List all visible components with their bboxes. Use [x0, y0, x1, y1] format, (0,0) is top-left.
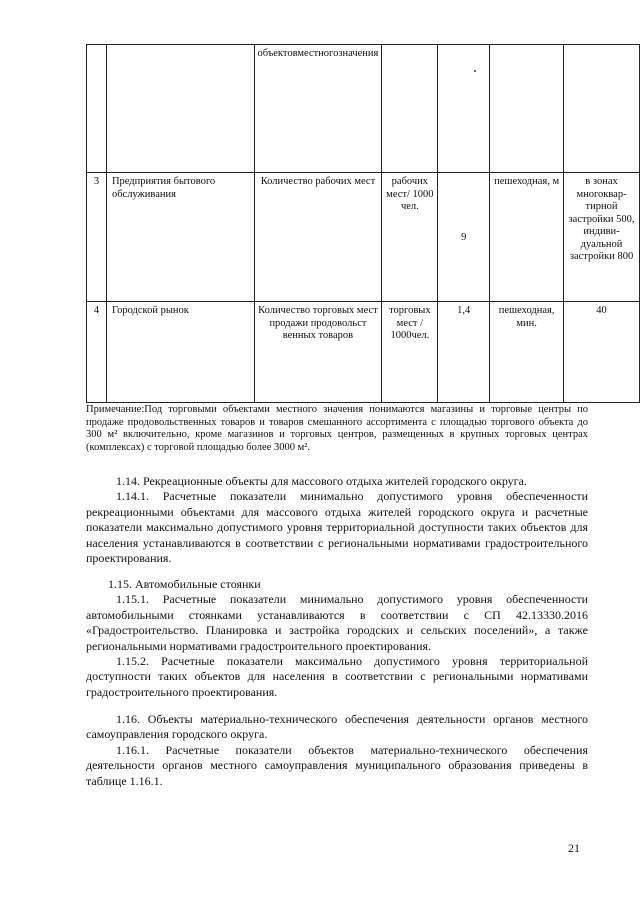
paragraph: 1.15.2. Расчетные показатели максимально допустимого уровня территориальной доступности таких объектов для населения в соответствии с региональными нормативами градостроительного проектирования.: [86, 654, 588, 699]
section-1-16: [86, 712, 588, 789]
paragraph: 1.15.1. Расчетные показатели минимально допустимого уровня обеспеченности автомобильными стоянками устанавливаются в соответствии с СП 42.13330.2016 «Градостроительство. Планировка и застройка городских и сельских поселений», а также региональными нормативами градостроительного проектирования.: [86, 592, 588, 653]
indicator-name: Количество торговых мест продажи продовольст венных товаров: [254, 302, 382, 403]
access-type: пешеходная, мин.: [490, 302, 564, 403]
table-cell: [438, 45, 490, 173]
standards-table: [86, 44, 640, 403]
table-cell: [87, 45, 107, 173]
page-number: 21: [568, 841, 580, 855]
paragraph: 1.14.1. Расчетные показатели минимально допустимого уровня обеспеченности рекреационными объектами для массового отдыха жителей городского округа и расчетные показатели максимально допустимого уровня территориальной доступности таких объектов для населения устанавливаются в соответствии с региональными нормативами градостроительного проектирования.: [86, 489, 588, 566]
table-cell: [490, 45, 564, 173]
table-row: [87, 45, 640, 173]
row-number: 4: [87, 302, 107, 403]
table-cell-indicator: объектовместногозначения: [254, 45, 382, 173]
scan-speck: [474, 70, 476, 72]
access-value: в зонах многоквар-тирной застройки 500, индиви-дуальной застройки 800: [564, 173, 640, 302]
table-row: [87, 302, 640, 403]
object-name: Городской рынок: [106, 302, 254, 403]
access-type: пешеходная, м: [490, 173, 564, 302]
unit-of-measure: торговых мест / 1000чел.: [382, 302, 438, 403]
indicator-value: 1,4: [438, 302, 490, 403]
paragraph: 1.16.1. Расчетные показатели объектов материально-технического обеспечения деятельности органов местного самоуправления муниципального образования приведены в таблице 1.16.1.: [86, 742, 588, 788]
section-1-14: [86, 474, 588, 566]
object-name: Предприятия бытового обслуживания: [106, 173, 254, 302]
table-cell: [106, 45, 254, 173]
section-1-15: [86, 577, 588, 700]
section-heading: 1.14. Рекреационные объекты для массового отдыха жителей городского округа.: [116, 474, 527, 488]
section-heading: 1.16. Объекты материально-технического обеспечения деятельности органов местного самоуправления городского округа.: [86, 712, 588, 742]
section-heading: 1.15. Автомобильные стоянки: [108, 577, 261, 591]
indicator-value: 9: [438, 173, 490, 302]
unit-of-measure: рабочих мест/ 1000 чел.: [382, 173, 438, 302]
table-cell: [564, 45, 640, 173]
access-value: 40: [564, 302, 640, 403]
table-note: Примечание:Под торговыми объектами местного значения понимаются магазины и торговые центры по продаже продовольственных товаров и товаров смешанного ассортимента с площадью торгового объекта до 300 м² включительно, кроме магазинов и торговых центров, размещенных в крупных торговых центрах (комплексах) с торговой площадью более 3000 м².: [86, 404, 588, 453]
table-row: [87, 173, 640, 302]
row-number: 3: [87, 173, 107, 302]
table-cell: [382, 45, 438, 173]
indicator-name: Количество рабочих мест: [254, 173, 382, 302]
